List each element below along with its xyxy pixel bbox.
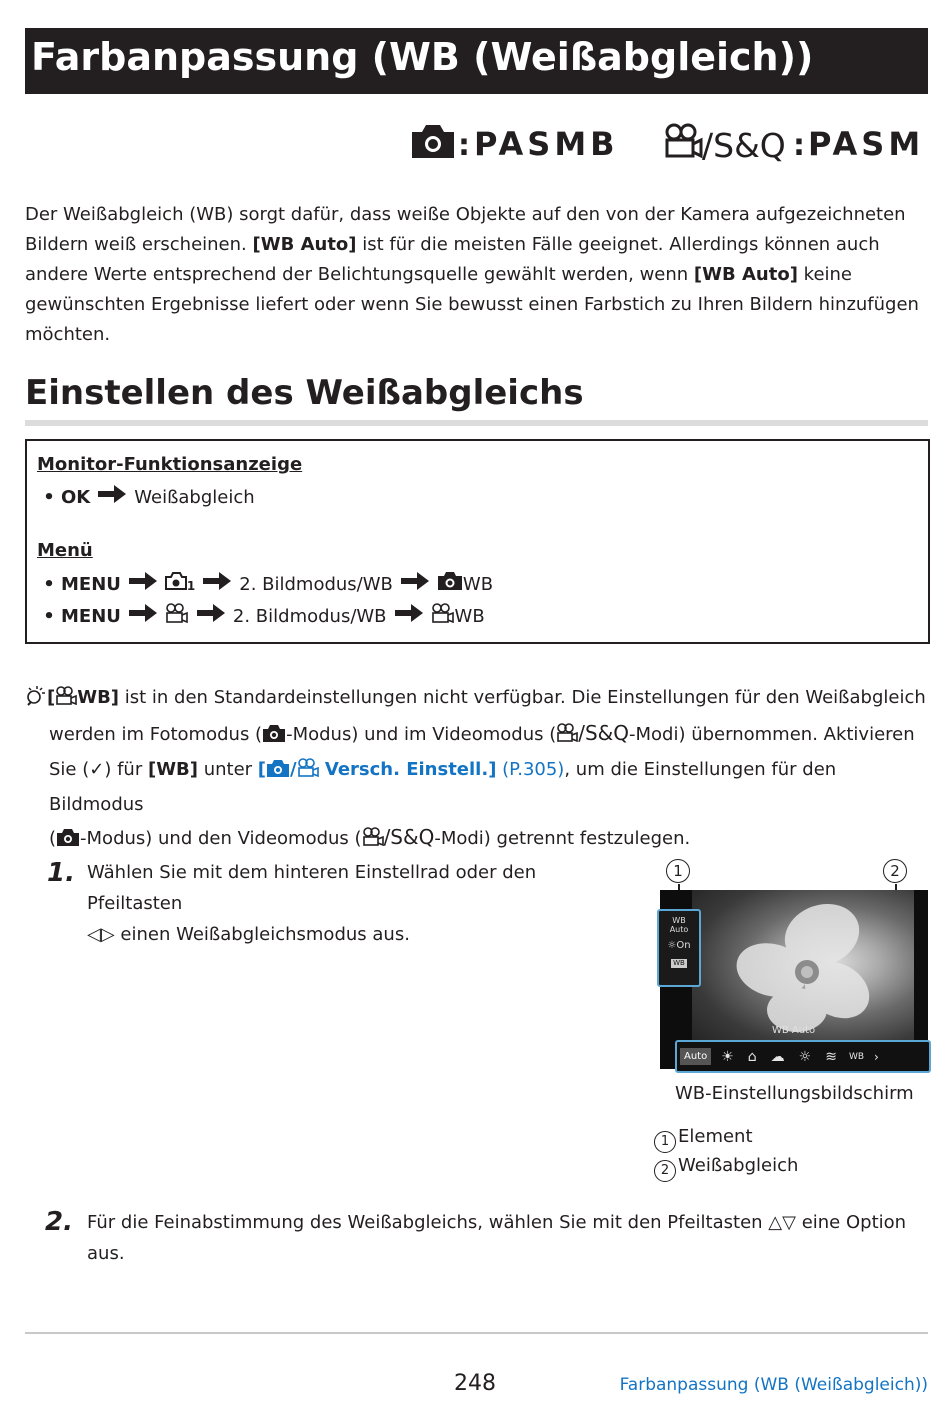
menu-item-photo: • MENU 1 2. Bildmodus/WB WB	[37, 571, 493, 598]
left-right-arrows-icon: ◁▷	[87, 924, 115, 945]
monitor-heading: Monitor-Funktionsanzeige	[37, 454, 303, 475]
camera-icon	[56, 826, 80, 858]
video-icon	[55, 684, 77, 716]
settings-link[interactable]: [ / Versch. Einstell.]	[258, 759, 497, 780]
arrow-right-icon	[98, 485, 126, 510]
legend-1: 1 Element	[654, 1124, 753, 1153]
footer-rule	[25, 1332, 928, 1334]
menu-item-video: • MENU 2. Bildmodus/WB WB	[37, 603, 485, 630]
camera-icon	[412, 125, 454, 158]
arrow-right-icon	[203, 572, 231, 597]
footer-section-link[interactable]: Farbanpassung (WB (Weißabgleich))	[619, 1375, 928, 1395]
element-panel: WB Auto ☼On WB	[657, 909, 701, 987]
svg-text::: :	[793, 128, 805, 163]
sun-icon[interactable]: ☀	[721, 1048, 734, 1065]
video-icon	[667, 125, 701, 156]
intro-paragraph: Der Weißabgleich (WB) sorgt dafür, dass weiße Objekte auf den von der Kamera aufgezeichneten Bildern weiß erscheinen. [WB Auto] ist für die meisten Fälle geeignet. Allerdings können auch andere Werte entsprechend der Belichtungsquelle gewählt werden, wenn [WB Auto] keine gewünschten Ergebnisse liefert oder wenn Sie bewusst einen Farbstich zu Ihren Bildern hinzufügen möchten.	[25, 204, 919, 345]
video-modes: PASM	[808, 125, 925, 163]
arrow-right-icon	[197, 604, 225, 629]
step-1-number: 1.	[47, 858, 75, 888]
chevron-right-icon: ›	[874, 1049, 879, 1064]
step-2-text: Für die Feinabstimmung des Weißabgleichs, wählen Sie mit den Pfeiltasten △▽ eine Option aus.	[87, 1212, 907, 1264]
wb-option-auto[interactable]: Auto	[680, 1048, 711, 1065]
camera-icon	[262, 722, 286, 754]
section-heading: Einstellen des Weißabgleichs	[25, 373, 584, 413]
wb-option-bar[interactable]	[675, 1040, 931, 1073]
mode-indicators	[410, 120, 930, 164]
access-box	[25, 439, 930, 644]
cloud-icon[interactable]: ☁	[770, 1048, 785, 1065]
shade-icon[interactable]: ⌂	[747, 1048, 757, 1065]
video-icon	[297, 756, 319, 788]
camera-menu-icon	[165, 572, 187, 597]
callout-2: 2	[883, 859, 907, 883]
video-icon	[362, 825, 384, 857]
video-icon	[556, 721, 578, 753]
page-ref-link[interactable]: (P.305)	[502, 759, 565, 780]
up-down-arrows-icon: △▽	[768, 1212, 796, 1233]
heading-rule	[25, 420, 928, 426]
arrow-right-icon	[401, 572, 429, 597]
video-prefix: /S&Q	[702, 126, 786, 164]
video-icon	[431, 603, 455, 630]
svg-text::: :	[458, 128, 470, 163]
tip-icon	[25, 684, 47, 717]
camera-icon	[437, 571, 463, 598]
camera-icon	[266, 757, 290, 789]
menu-heading: Menü	[37, 540, 93, 561]
tungsten-icon[interactable]: ☼	[798, 1048, 812, 1065]
step-2-number: 2.	[45, 1207, 73, 1237]
page-number: 248	[454, 1371, 496, 1396]
fluorescent-icon[interactable]: ≋	[825, 1048, 837, 1065]
arrow-right-icon	[395, 604, 423, 629]
legend-2: 2 Weißabgleich	[654, 1153, 798, 1182]
page-title: Farbanpassung (WB (Weißabgleich))	[31, 35, 814, 79]
callout-1: 1	[666, 859, 690, 883]
video-menu-icon	[165, 603, 189, 630]
monitor-item: • OK Weißabgleich	[37, 485, 255, 510]
step-1-text: Wählen Sie mit dem hinteren Einstellrad oder den Pfeiltasten ◁▷ einen Weißabgleichsmodus aus.	[87, 862, 537, 945]
screen-caption: WB-Einstellungsbildschirm	[675, 1083, 914, 1104]
tip-note: [ WB] ist in den Standardeinstellungen nicht verfügbar. Die Einstellungen für den Weißabgleich werden im Fotomodus ( -Modus) und im Videomodus ( /S&Q-Modi) übernommen. Aktivieren Sie (✓) für [WB] unter [ / Versch. Einstell.] (P.305), um die Einstellungen für den Bildmodus ( -Modus) und den Videomodus ( /S&Q-Modi) getrennt festzulegen.	[25, 682, 930, 858]
bulb-icon: ☼On	[667, 940, 691, 951]
wb-overlay-label: WB Auto	[772, 1025, 816, 1036]
arrow-right-icon	[129, 572, 157, 597]
photo-modes: PASMB	[474, 125, 619, 163]
underwater-wb-icon[interactable]: WB	[848, 1051, 865, 1062]
arrow-right-icon	[129, 604, 157, 629]
